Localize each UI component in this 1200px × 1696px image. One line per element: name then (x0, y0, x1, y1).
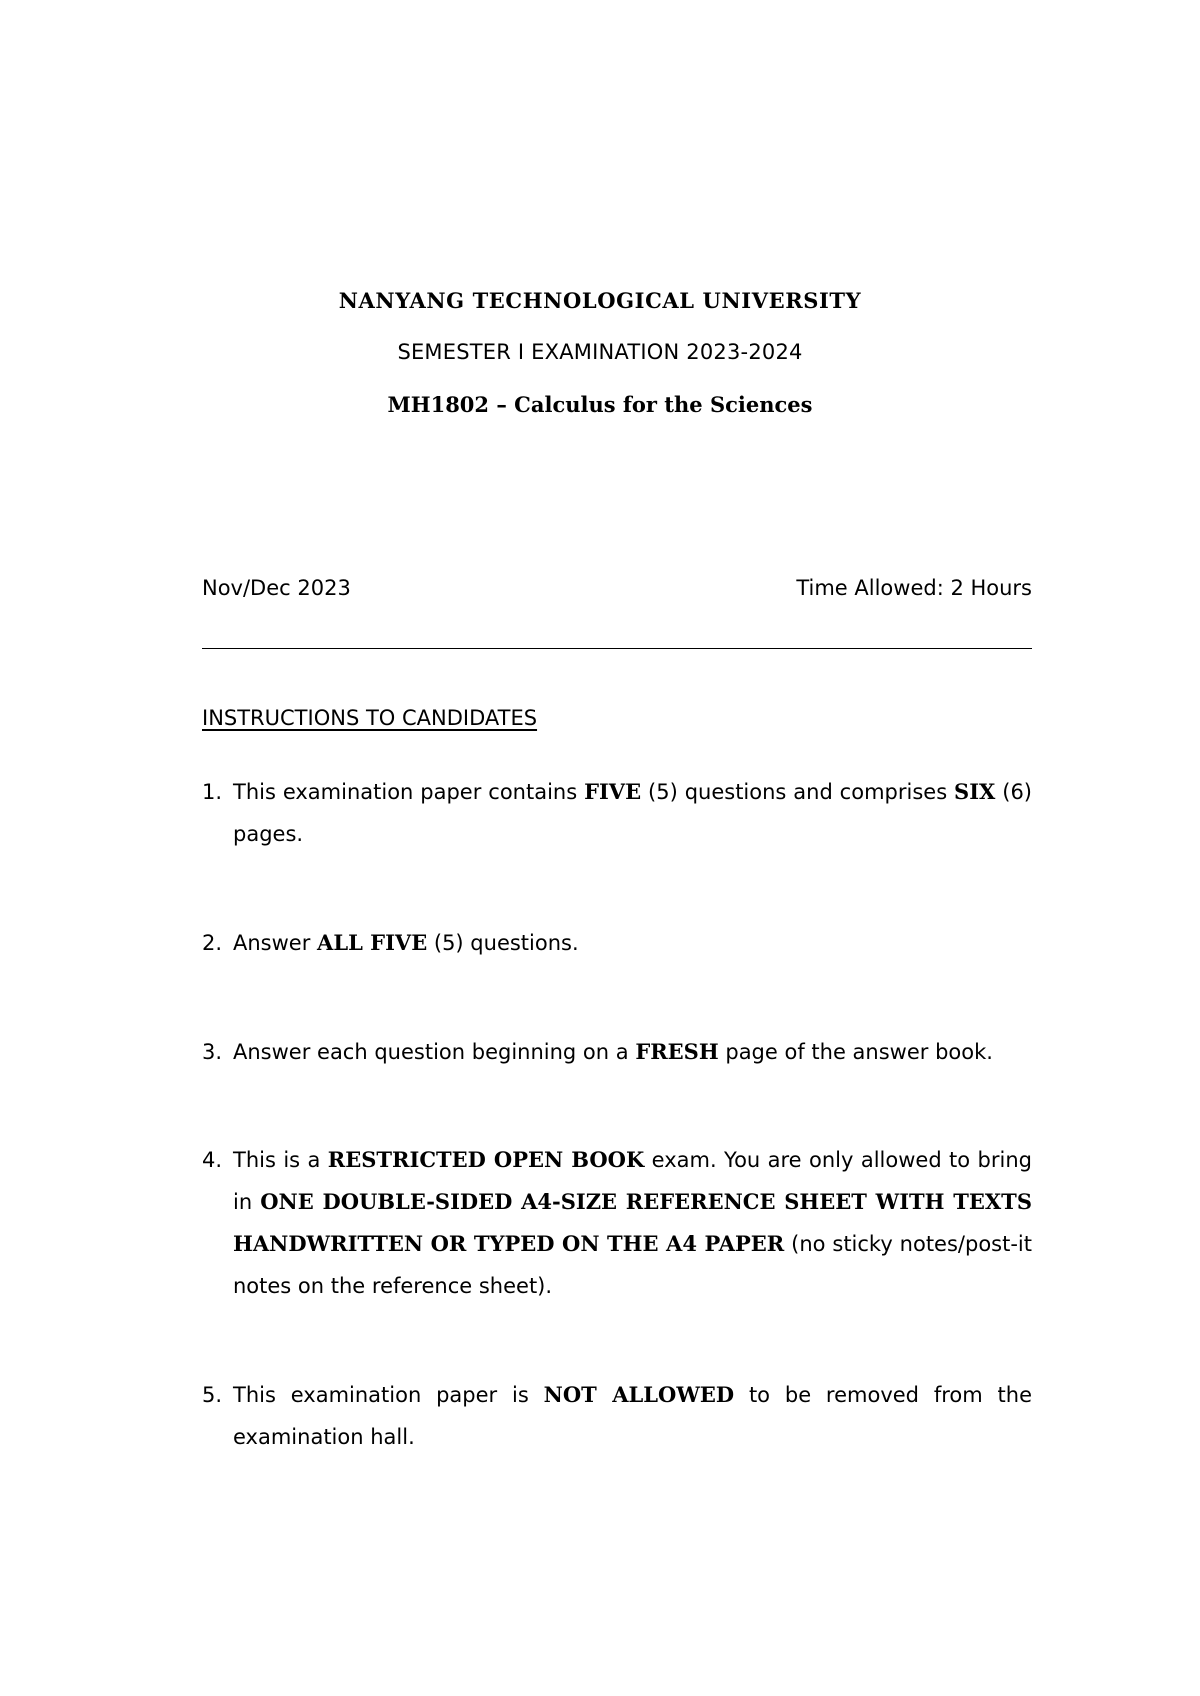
divider-line (202, 648, 1032, 649)
instruction-item (202, 1031, 1032, 1073)
instruction-text-part: This examination paper is (233, 1383, 544, 1407)
instruction-emphasis: FIVE (584, 779, 642, 804)
instruction-number: 4. (202, 1148, 223, 1172)
instruction-text (233, 1139, 1032, 1307)
university-name: NANYANG TECHNOLOGICAL UNIVERSITY (338, 288, 862, 313)
instruction-emphasis: FRESH (635, 1039, 719, 1064)
instruction-number: 1. (202, 780, 223, 804)
instruction-emphasis: SIX (954, 779, 996, 804)
course-title: MH1802 – Calculus for the Sciences (387, 392, 813, 417)
instruction-emphasis: RESTRICTED OPEN BOOK (327, 1147, 645, 1172)
instruction-emphasis: ALL FIVE (317, 930, 428, 955)
instruction-text-part: This is a (233, 1148, 328, 1172)
instruction-text-part: Answer each question beginning on a (233, 1040, 636, 1064)
instruction-text-part: This examination paper contains (233, 780, 585, 804)
instruction-emphasis: ONE DOUBLE-SIDED A4-SIZE REFERENCE SHEET WITH TEXTS HANDWRITTEN OR TYPED ON THE A4 PAPER (233, 1189, 1032, 1256)
instruction-text-part: (5) questions and comprises (641, 780, 955, 804)
instruction-text-part: (no sticky notes/post-it notes on the reference sheet). (233, 1232, 1032, 1298)
instructions-heading: INSTRUCTIONS TO CANDIDATES (202, 706, 538, 730)
instruction-text (233, 771, 1032, 855)
instruction-text-part: page of the answer book. (718, 1040, 993, 1064)
instruction-emphasis: NOT ALLOWED (543, 1382, 735, 1407)
instruction-number: 3. (202, 1040, 223, 1064)
instruction-text-part: (5) questions. (427, 931, 579, 955)
instruction-number: 5. (202, 1383, 223, 1407)
instruction-text (233, 1031, 1032, 1073)
instruction-text-part: (6) pages. (233, 780, 1032, 846)
instruction-text-part: exam. You are only allowed to bring in (233, 1148, 1032, 1214)
time-allowed: Time Allowed: 2 Hours (796, 576, 1032, 600)
instruction-number: 2. (202, 931, 223, 955)
instruction-item (202, 771, 1032, 855)
instruction-text (233, 922, 1032, 964)
instruction-item (202, 1139, 1032, 1307)
exam-date: Nov/Dec 2023 (202, 576, 351, 600)
instruction-text-part: Answer (233, 931, 318, 955)
semester-title: SEMESTER I EXAMINATION 2023-2024 (397, 340, 803, 364)
instruction-text (233, 1374, 1032, 1458)
instruction-text-part: to be removed from the examination hall. (233, 1383, 1032, 1449)
instruction-item (202, 1374, 1032, 1458)
instruction-item (202, 922, 1032, 964)
